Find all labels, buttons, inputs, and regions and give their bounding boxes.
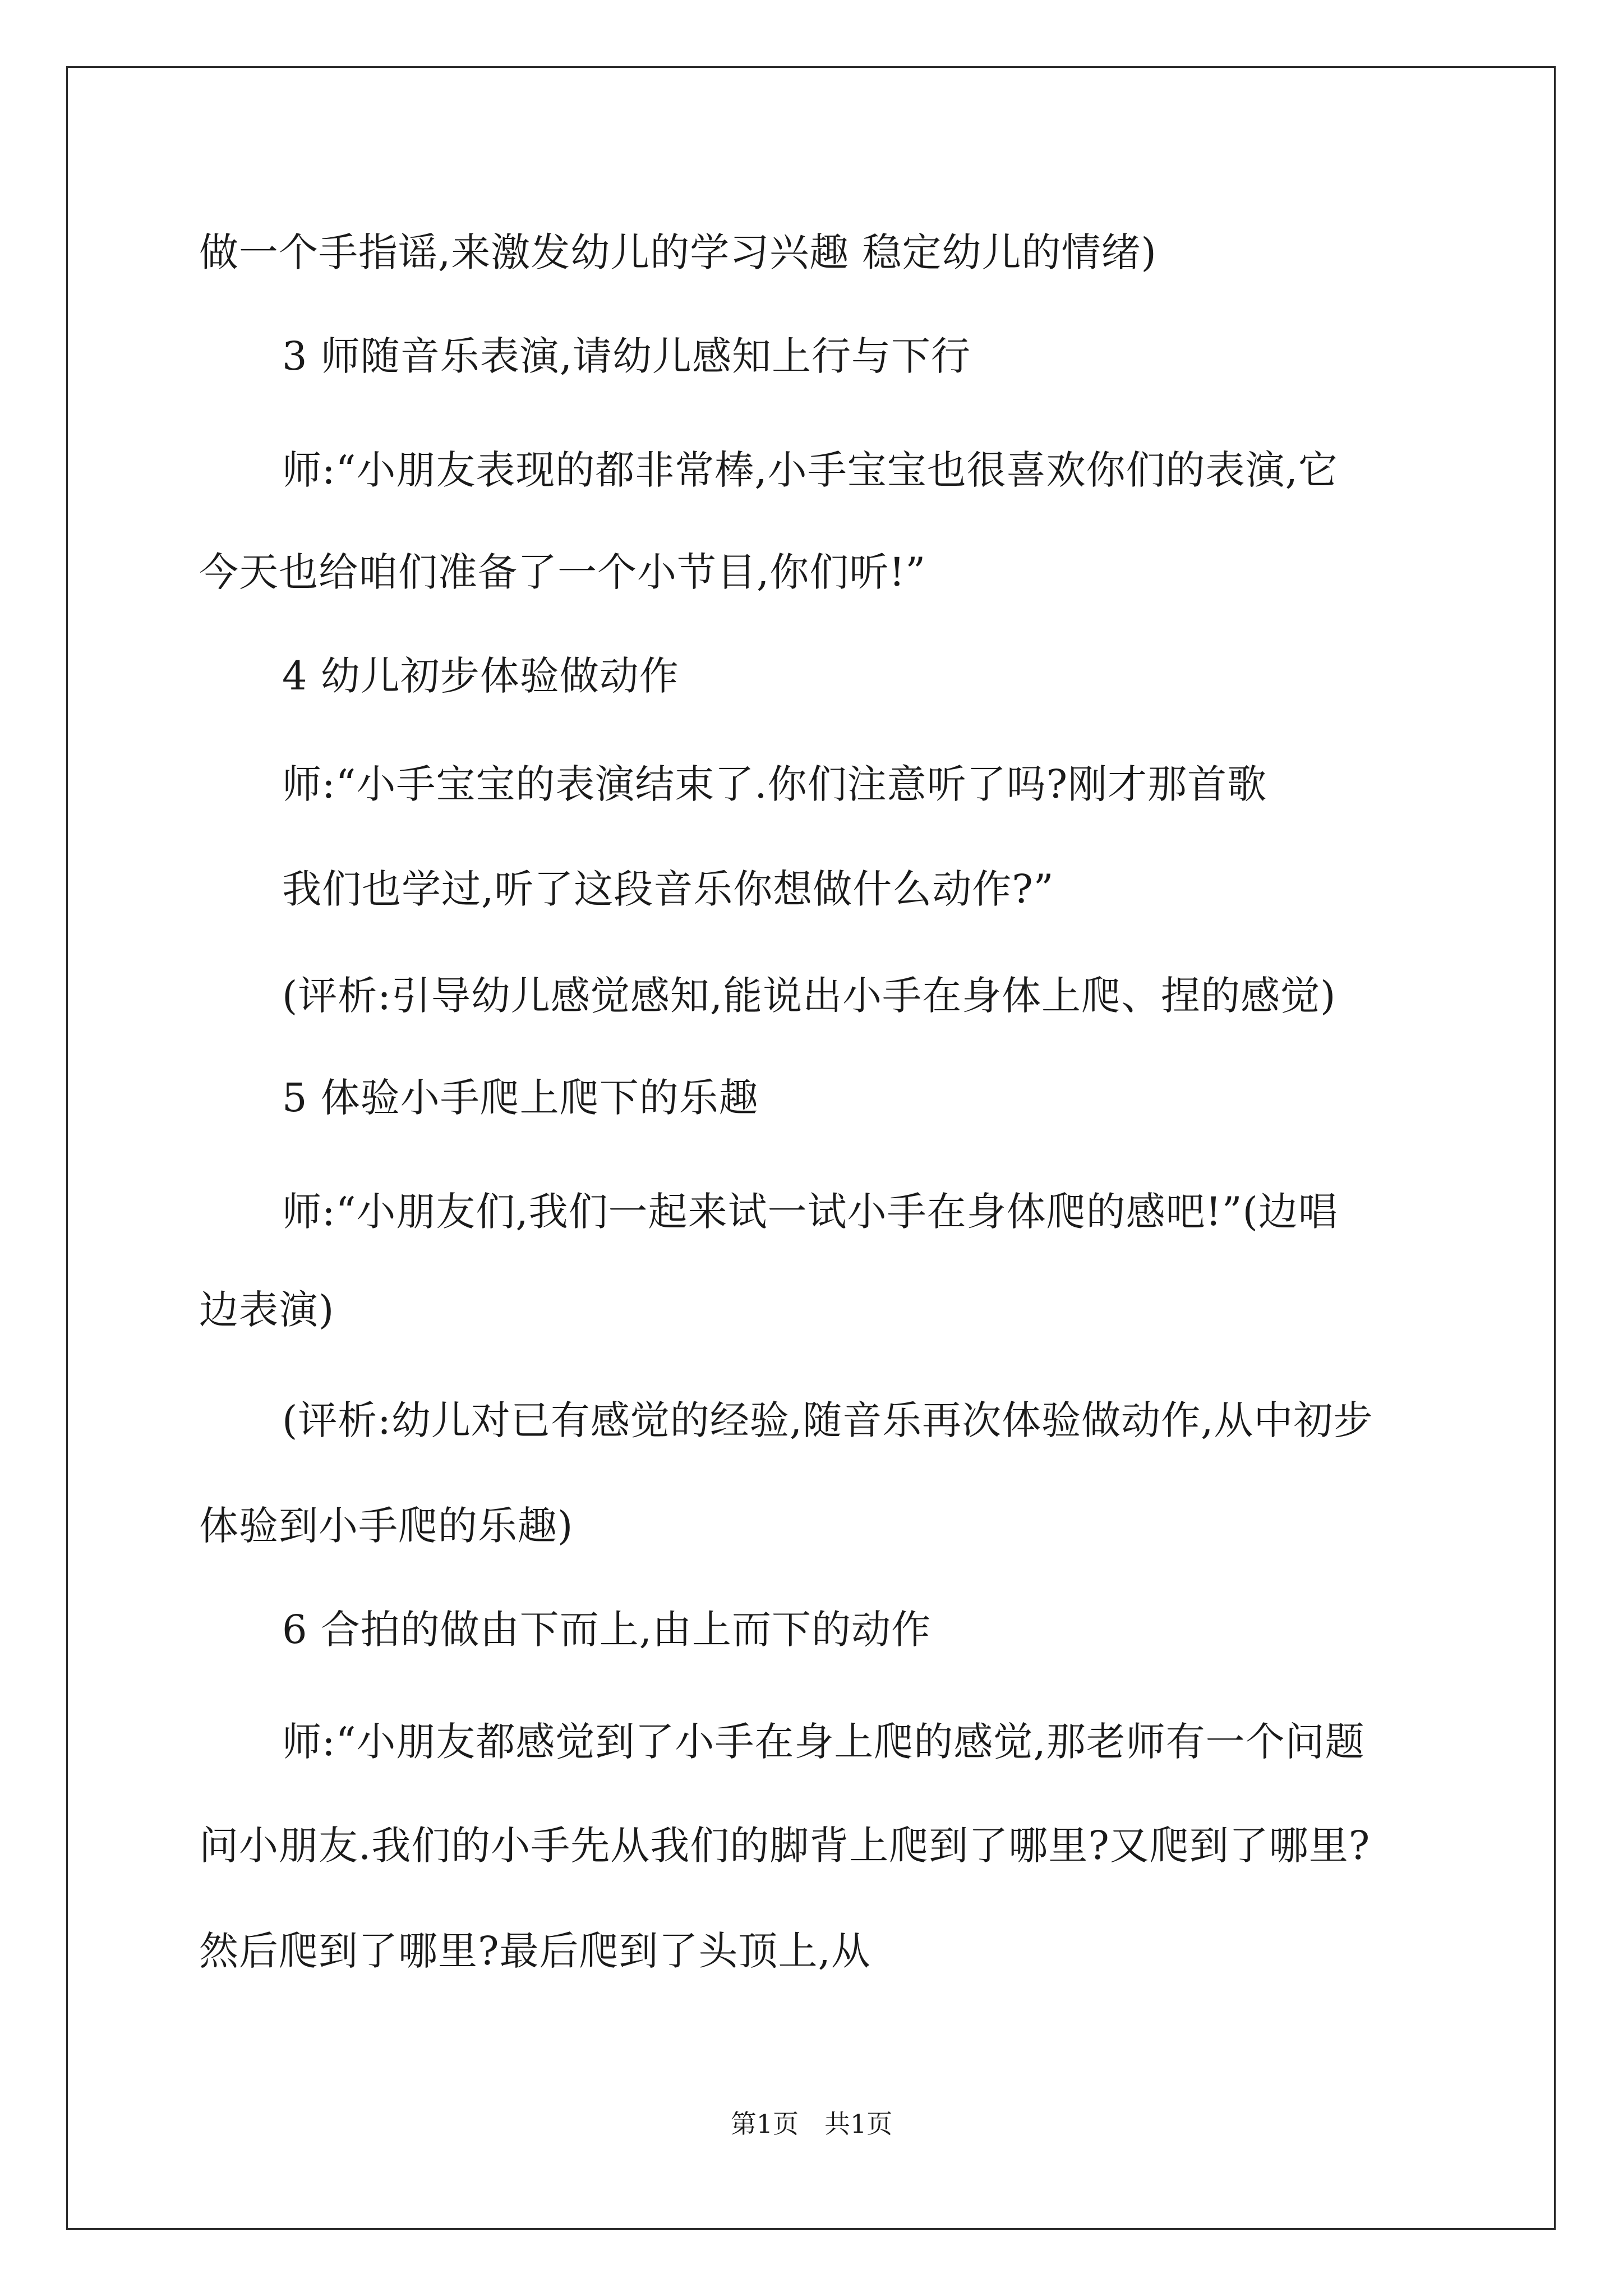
text-line-2: 3 师随音乐表演,请幼儿感知上行与下行	[282, 333, 971, 379]
text-line-17: 然后爬到了哪里?最后爬到了头顶上,从	[199, 1928, 871, 1974]
text-line-8: (评析:引导幼儿感觉感知,能说出小手在身体上爬、捏的感觉)	[282, 973, 1336, 1019]
text-line-10: 师:“小朋友们,我们一起来试一试小手在身体爬的感吧!”(边唱	[282, 1189, 1338, 1235]
text-line-5: 4 幼儿初步体验做动作	[282, 653, 679, 699]
text-line-15: 师:“小朋友都感觉到了小手在身上爬的感觉,那老师有一个问题	[282, 1719, 1365, 1765]
text-line-9: 5 体验小手爬上爬下的乐趣	[282, 1075, 759, 1121]
text-line-6: 师:“小手宝宝的表演结束了.你们注意听了吗?刚才那首歌	[282, 761, 1267, 807]
text-line-16: 问小朋友.我们的小手先从我们的脚背上爬到了哪里?又爬到了哪里?	[199, 1823, 1371, 1869]
text-line-4: 今天也给咱们准备了一个小节目,你们听!”	[199, 549, 926, 595]
page-number-footer: 第1页 共1页	[730, 2109, 893, 2139]
text-line-3: 师:“小朋友表现的都非常棒,小手宝宝也很喜欢你们的表演,它	[282, 447, 1338, 493]
text-line-13: 体验到小手爬的乐趣)	[199, 1503, 574, 1549]
text-line-11: 边表演)	[199, 1287, 335, 1333]
text-line-7: 我们也学过,听了这段音乐你想做什么动作?”	[282, 866, 1054, 912]
text-line-1: 做一个手指谣,来激发幼儿的学习兴趣 稳定幼儿的情绪)	[199, 229, 1157, 275]
page-border	[66, 66, 1556, 2230]
text-line-14: 6 合拍的做由下而上,由上而下的动作	[282, 1607, 932, 1653]
text-line-12: (评析:幼儿对已有感觉的经验,随音乐再次体验做动作,从中初步	[282, 1397, 1373, 1443]
